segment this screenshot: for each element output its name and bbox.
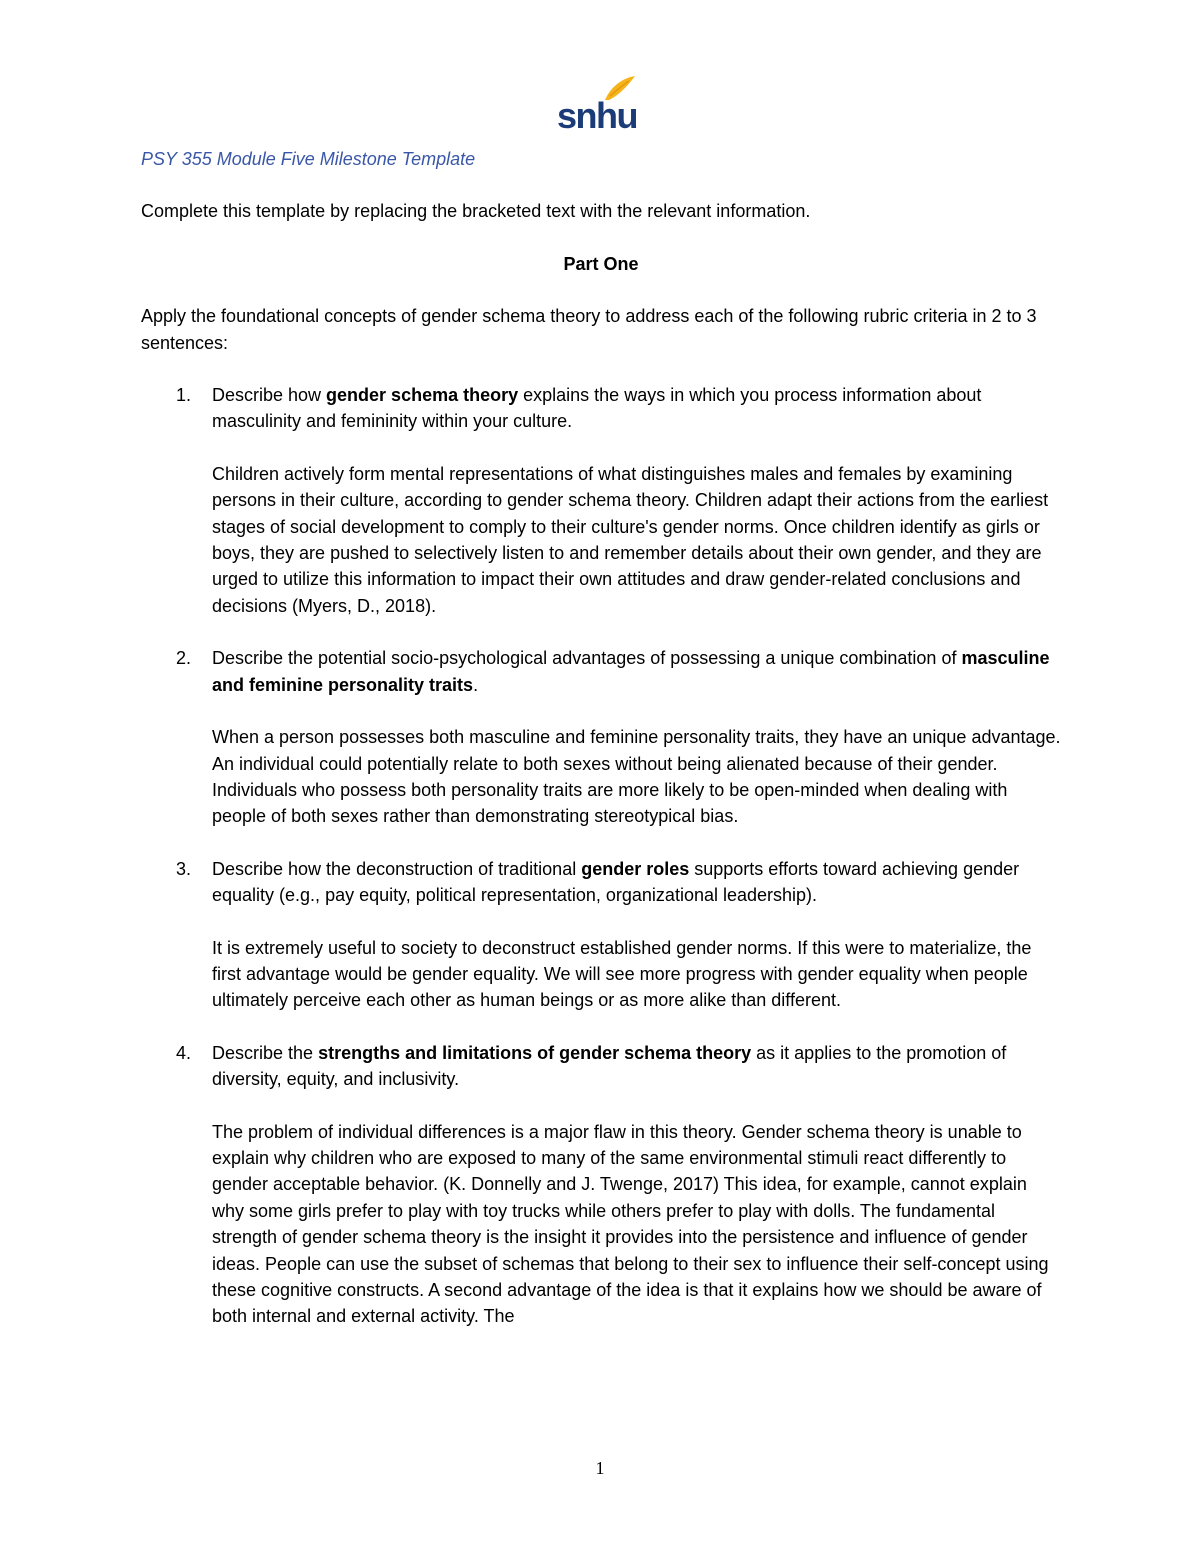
prompt-text: Describe how the deconstruction of traditional [212,858,582,879]
prompt-text: as it applies to the promotion of diversity, equity, and inclusivity. [212,1042,1007,1090]
prompt-text: explains the ways in which you process information about masculinity and femininity within your culture. [212,385,982,432]
question-item [141,1040,1061,1330]
part-intro: Apply the foundational concepts of gender schema theory to address each of the following rubric criteria in 2 to 3 sentences: [141,306,1037,353]
prompt-emphasis: gender roles [581,858,690,879]
question-answer: Children actively form mental representations of what distinguishes males and females by examining persons in their culture, according to gender schema theory. Children adapt their actions from the earliest stages of social development to comply to their culture's gender norms. Once children identify as girls or boys, they are pushed to selectively listen to and remember details about their own gender, and they are urged to utilize this information to impact their own attitudes and draw gender-related conclusions and decisions (Myers, D., 2018). [212,463,1049,616]
document-title: PSY 355 Module Five Milestone Template [141,149,476,169]
question-prompt [212,1040,1061,1093]
prompt-emphasis: masculine and feminine personality traits [212,648,1050,695]
prompt-emphasis: gender schema theory [326,385,519,406]
prompt-text: . [473,674,479,695]
prompt-text: supports efforts toward achieving gender equality (e.g., pay equity, political representation, organizational leadership). [212,858,1020,906]
template-instruction: Complete this template by replacing the bracketed text with the relevant information. [141,201,811,222]
document-body [141,146,1061,1356]
logo-wordmark: snhu [557,95,637,132]
part-heading: Part One [563,253,639,274]
question-prompt [212,856,1061,909]
prompt-emphasis: strengths and limitations of gender schema theory [318,1042,752,1063]
question-prompt [212,645,1061,698]
snhu-logo-image [555,72,639,132]
question-item [141,382,1061,619]
prompt-text: Describe the potential socio-psychological advantages of possessing a unique combination of [212,648,962,669]
question-number: 4. [176,1042,192,1063]
question-number: 3. [176,858,192,879]
question-item [141,856,1061,1014]
question-answer: When a person possesses both masculine and feminine personality traits, they have an unique advantage. An individual could potentially relate to both sexes without being alienated because of their gender. Individuals who possess both personality traits are more likely to be open-minded when dealing with people of both sexes rather than demonstrating stereotypical bias. [212,727,1061,827]
question-list [141,382,1061,1330]
prompt-text: Describe the [212,1042,319,1063]
question-item [141,645,1061,829]
page-number: 1 [595,1458,605,1478]
prompt-text: Describe how [212,385,327,406]
question-answer: It is extremely useful to society to deconstruct established gender norms. If this were to materialize, the first advantage would be gender equality. We will see more progress with gender equality when people ultimately perceive each other as human beings or as more alike than different. [212,937,1032,1011]
question-number: 1. [176,385,192,406]
snhu-logo [555,72,639,132]
question-answer: The problem of individual differences is a major flaw in this theory. Gender schema theory is unable to explain why children who are exposed to many of the same environmental stimuli react differently to gender acceptable behavior. (K. Donnelly and J. Twenge, 2017) This idea, for example, cannot explain why some girls prefer to play with toy trucks while others prefer to play with dolls. The fundamental strength of gender schema theory is the insight it provides into the persistence and influence of gender ideas. People can use the subset of schemas that belong to their sex to influence their self-concept using these cognitive constructs. A second advantage of the idea is that it explains how we should be aware of both internal and external activity. The [212,1121,1049,1327]
question-number: 2. [176,648,192,669]
question-prompt [212,382,1061,435]
